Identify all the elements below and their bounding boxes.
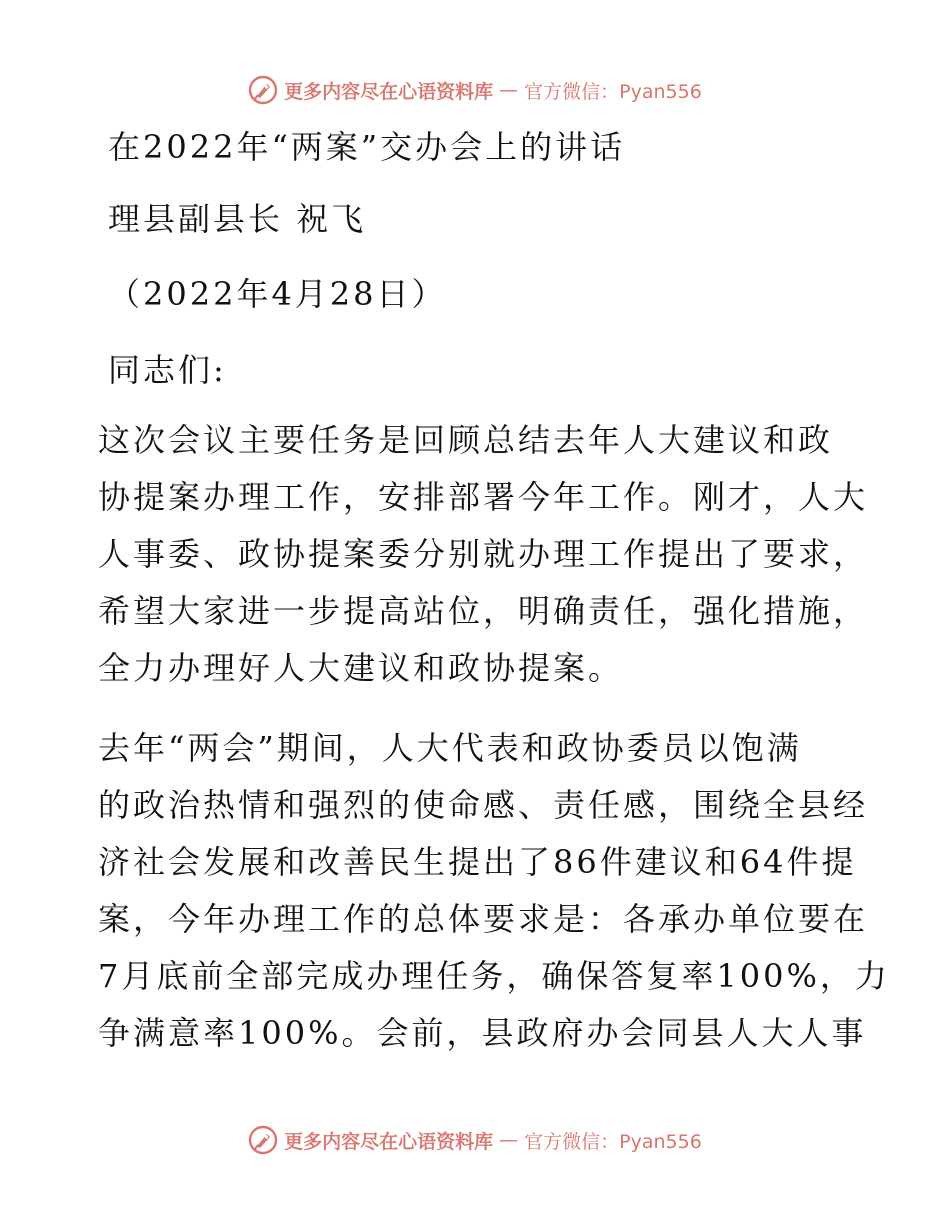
watermark-separator: —: [499, 1129, 519, 1151]
paragraph-line: 希望大家进一步提高站位，明确责任，强化措施，: [98, 592, 869, 630]
paragraph-line: 济社会发展和改善民生提出了86件建议和64件提: [98, 843, 857, 881]
watermark-contact-text: 官方微信：Pyan556: [524, 80, 702, 103]
paragraph-line: 这次会议主要任务是回顾总结去年人大建议和政: [98, 421, 834, 459]
watermark-contact-text: 官方微信：Pyan556: [524, 1130, 702, 1153]
paragraph-line: 案，今年办理工作的总体要求是：各承办单位要在: [98, 900, 869, 938]
document-date: （2022年4月28日）: [108, 275, 447, 313]
document-title: 在2022年“两案”交办会上的讲话: [108, 128, 626, 166]
pen-nib-logo-icon: [248, 1125, 278, 1155]
paragraph-line: 全力办理好人大建议和政协提案。: [98, 649, 624, 687]
paragraph-line: 人事委、政协提案委分别就办理工作提出了要求，: [98, 535, 869, 573]
paragraph-2: [98, 720, 890, 1062]
watermark-brand-text: 更多内容尽在心语资料库: [284, 1130, 494, 1153]
paragraph-line: 争满意率100%。会前，县政府办会同县人大人事: [98, 1014, 867, 1052]
paragraph-line: 协提案办理工作，安排部署今年工作。刚才，人大: [98, 478, 869, 516]
footer-watermark: [0, 1122, 950, 1158]
watermark-separator: —: [499, 79, 519, 101]
watermark-brand-text: 更多内容尽在心语资料库: [284, 80, 494, 103]
document-salutation: 同志们:: [108, 351, 227, 389]
paragraph-line: 7月底前全部完成办理任务，确保答复率100%，力: [98, 957, 890, 995]
header-watermark: [0, 72, 950, 108]
paragraph-line: 的政治热情和强烈的使命感、责任感，围绕全县经: [98, 786, 869, 824]
document-author: 理县副县长 祝飞: [108, 200, 367, 238]
paragraph-1: [98, 412, 869, 697]
pen-nib-logo-icon: [248, 75, 278, 105]
paragraph-line: 去年“两会”期间，人大代表和政协委员以饱满: [98, 729, 802, 767]
